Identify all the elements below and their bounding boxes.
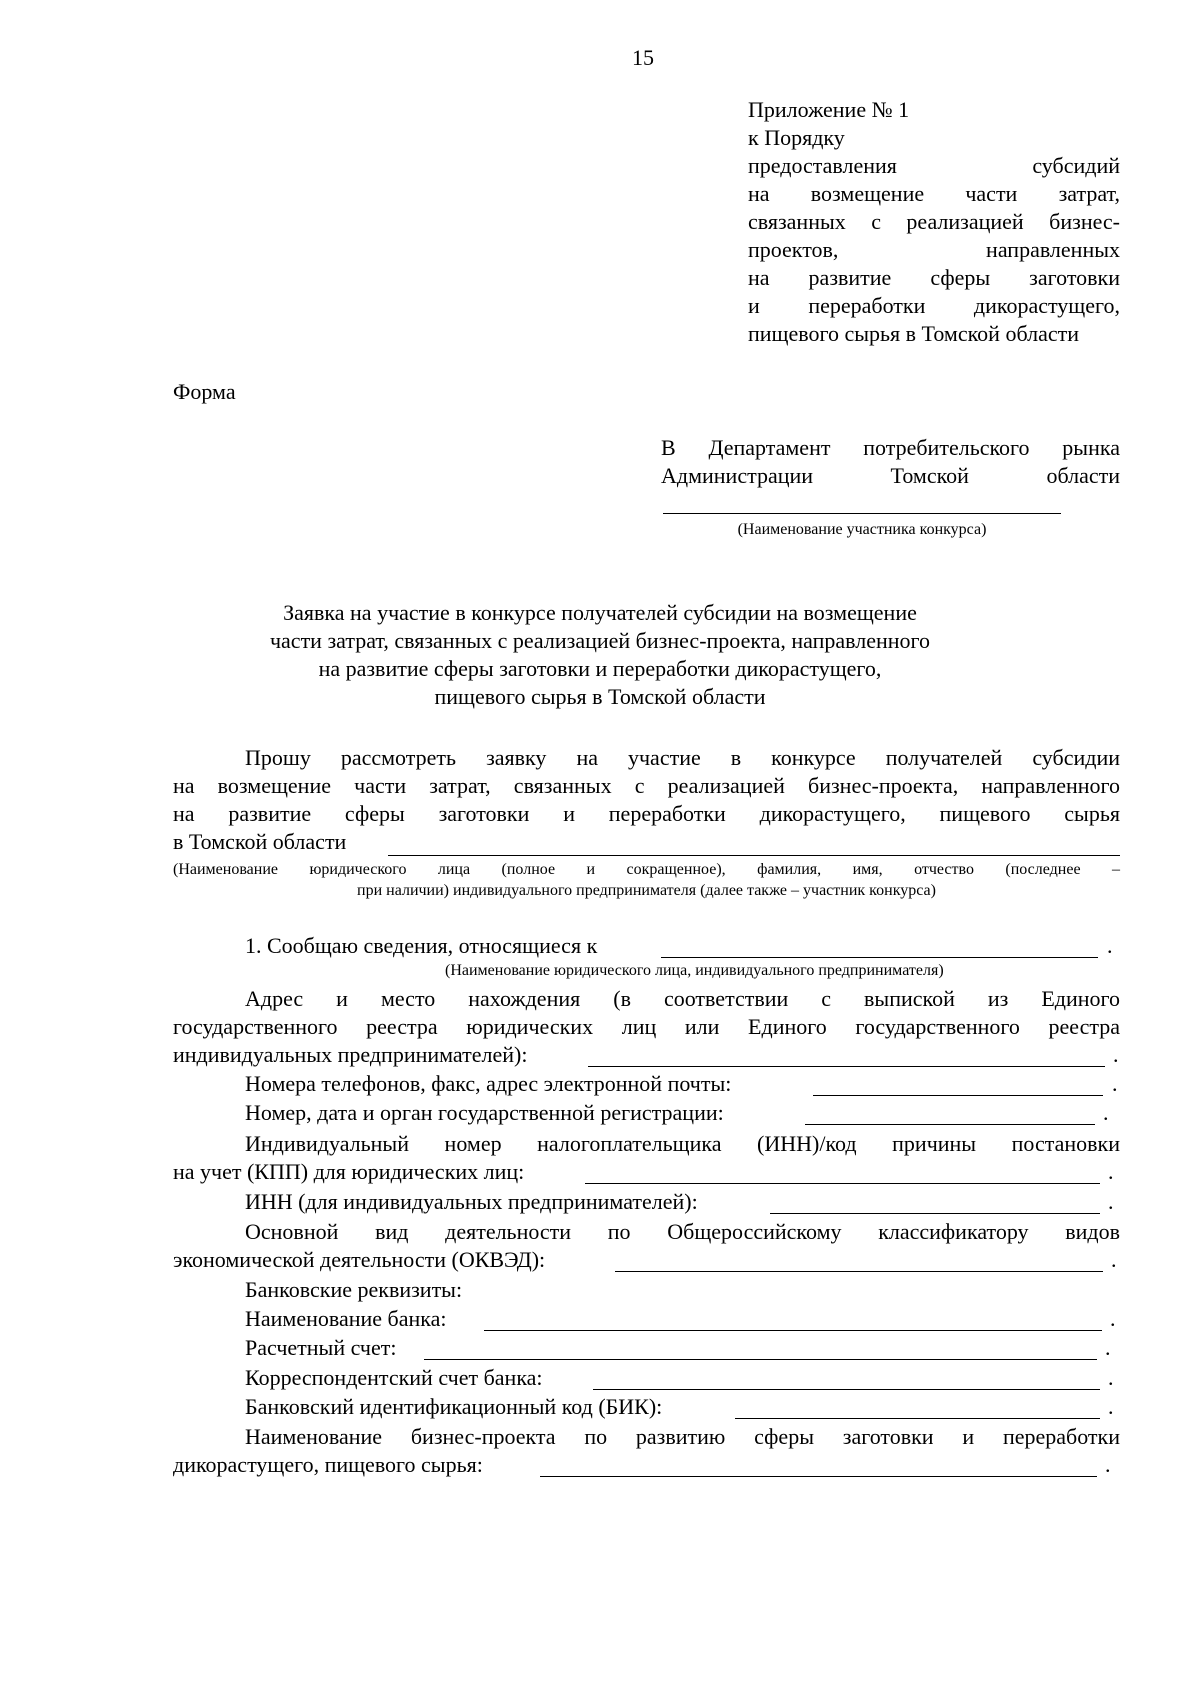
appendix-line: на развитие сферы заготовки — [748, 265, 1120, 290]
okved-label: экономической деятельности (ОКВЭД): — [173, 1247, 546, 1272]
corr-account-label: Корреспондентский счет банка: — [245, 1365, 543, 1390]
title-line: Заявка на участие в конкурсе получателей субсидии на возмещение — [283, 600, 917, 625]
title-line: части затрат, связанных с реализацией бизнес-проекта, направленного — [269, 628, 931, 653]
dot: . — [1113, 1042, 1119, 1067]
inn-ip-field[interactable] — [770, 1213, 1100, 1214]
appendix-line: предоставления субсидий — [748, 153, 1120, 178]
request-line: на развитие сферы заготовки и переработки дикорастущего, пищевого сырья — [173, 801, 1120, 826]
page-number: 15 — [632, 45, 654, 70]
bank-details-heading: Банковские реквизиты: — [245, 1277, 463, 1302]
inn-kpp-field[interactable] — [585, 1183, 1100, 1184]
dot: . — [1105, 1452, 1111, 1477]
bik-label: Банковский идентификационный код (БИК): — [245, 1394, 663, 1419]
request-line: в Томской области — [173, 829, 347, 854]
dot: . — [1108, 1365, 1114, 1390]
title-line: пищевого сырья в Томской области — [434, 684, 766, 709]
project-field[interactable] — [540, 1476, 1097, 1477]
okved-label: Основной вид деятельности по Общероссийскому классификатору видов — [245, 1219, 1120, 1244]
phones-field[interactable] — [813, 1095, 1103, 1096]
project-label: Наименование бизнес-проекта по развитию сферы заготовки и переработки — [245, 1424, 1120, 1449]
project-label: дикорастущего, пищевого сырья: — [173, 1452, 483, 1477]
address-label: индивидуальных предпринимателей): — [173, 1042, 528, 1067]
legal-entity-name-field[interactable] — [388, 855, 1120, 856]
dot: . — [1108, 1159, 1114, 1184]
title-line: на развитие сферы заготовки и переработки дикорастущего, — [318, 656, 882, 681]
dot: . — [1110, 1306, 1116, 1331]
bank-name-label: Наименование банка: — [245, 1306, 447, 1331]
inn-kpp-label: на учет (КПП) для юридических лиц: — [173, 1159, 525, 1184]
okved-field[interactable] — [615, 1271, 1103, 1272]
appendix-line: и переработки дикорастущего, — [748, 293, 1120, 318]
dot: . — [1105, 1335, 1111, 1360]
appendix-line: на возмещение части затрат, — [748, 181, 1120, 206]
section-subject-caption: (Наименование юридического лица, индивидуального предпринимателя) — [445, 962, 944, 979]
addressee-line: Администрации Томской области — [661, 463, 1120, 488]
section-intro-label: 1. Сообщаю сведения, относящиеся к — [245, 933, 598, 958]
participant-name-caption: (Наименование участника конкурса) — [737, 521, 987, 538]
appendix-line: связанных с реализацией бизнес- — [748, 209, 1120, 234]
appendix-line: к Порядку — [748, 125, 845, 150]
address-label: государственного реестра юридических лиц или Единого государственного реестра — [173, 1014, 1120, 1039]
address-field[interactable] — [588, 1066, 1105, 1067]
form-label: Форма — [173, 379, 236, 404]
dot: . — [1111, 1247, 1117, 1272]
bank-name-field[interactable] — [484, 1330, 1102, 1331]
phones-label: Номера телефонов, факс, адрес электронной почты: — [245, 1071, 732, 1096]
request-line: на возмещение части затрат, связанных с реализацией бизнес-проекта, направленного — [173, 773, 1120, 798]
appendix-line: пищевого сырья в Томской области — [748, 321, 1079, 346]
participant-name-field[interactable] — [663, 513, 1061, 514]
dot: . — [1103, 1100, 1109, 1125]
registration-field[interactable] — [805, 1124, 1095, 1125]
legal-entity-caption: (Наименование юридического лица (полное и сокращенное), фамилия, имя, отчество (последнее – — [173, 861, 1120, 878]
appendix-line: проектов, направленных — [748, 237, 1120, 262]
dot: . — [1112, 1071, 1118, 1096]
request-line: Прошу рассмотреть заявку на участие в конкурсе получателей субсидии — [245, 745, 1120, 770]
inn-ip-label: ИНН (для индивидуальных предпринимателей): — [245, 1189, 698, 1214]
addressee-line: В Департамент потребительского рынка — [661, 435, 1120, 460]
registration-label: Номер, дата и орган государственной регистрации: — [245, 1100, 724, 1125]
inn-kpp-label: Индивидуальный номер налогоплательщика (ИНН)/код причины постановки — [245, 1131, 1120, 1156]
corr-account-field[interactable] — [593, 1389, 1100, 1390]
section-subject-field[interactable] — [661, 957, 1098, 958]
account-label: Расчетный счет: — [245, 1335, 397, 1360]
dot: . — [1108, 1394, 1114, 1419]
address-label: Адрес и место нахождения (в соответствии с выпиской из Единого — [245, 986, 1120, 1011]
appendix-line: Приложение № 1 — [748, 97, 910, 122]
legal-entity-caption: при наличии) индивидуального предпринимателя (далее также – участник конкурса) — [357, 882, 936, 899]
bik-field[interactable] — [735, 1418, 1100, 1419]
dot: . — [1107, 933, 1113, 958]
account-field[interactable] — [424, 1359, 1097, 1360]
dot: . — [1108, 1189, 1114, 1214]
